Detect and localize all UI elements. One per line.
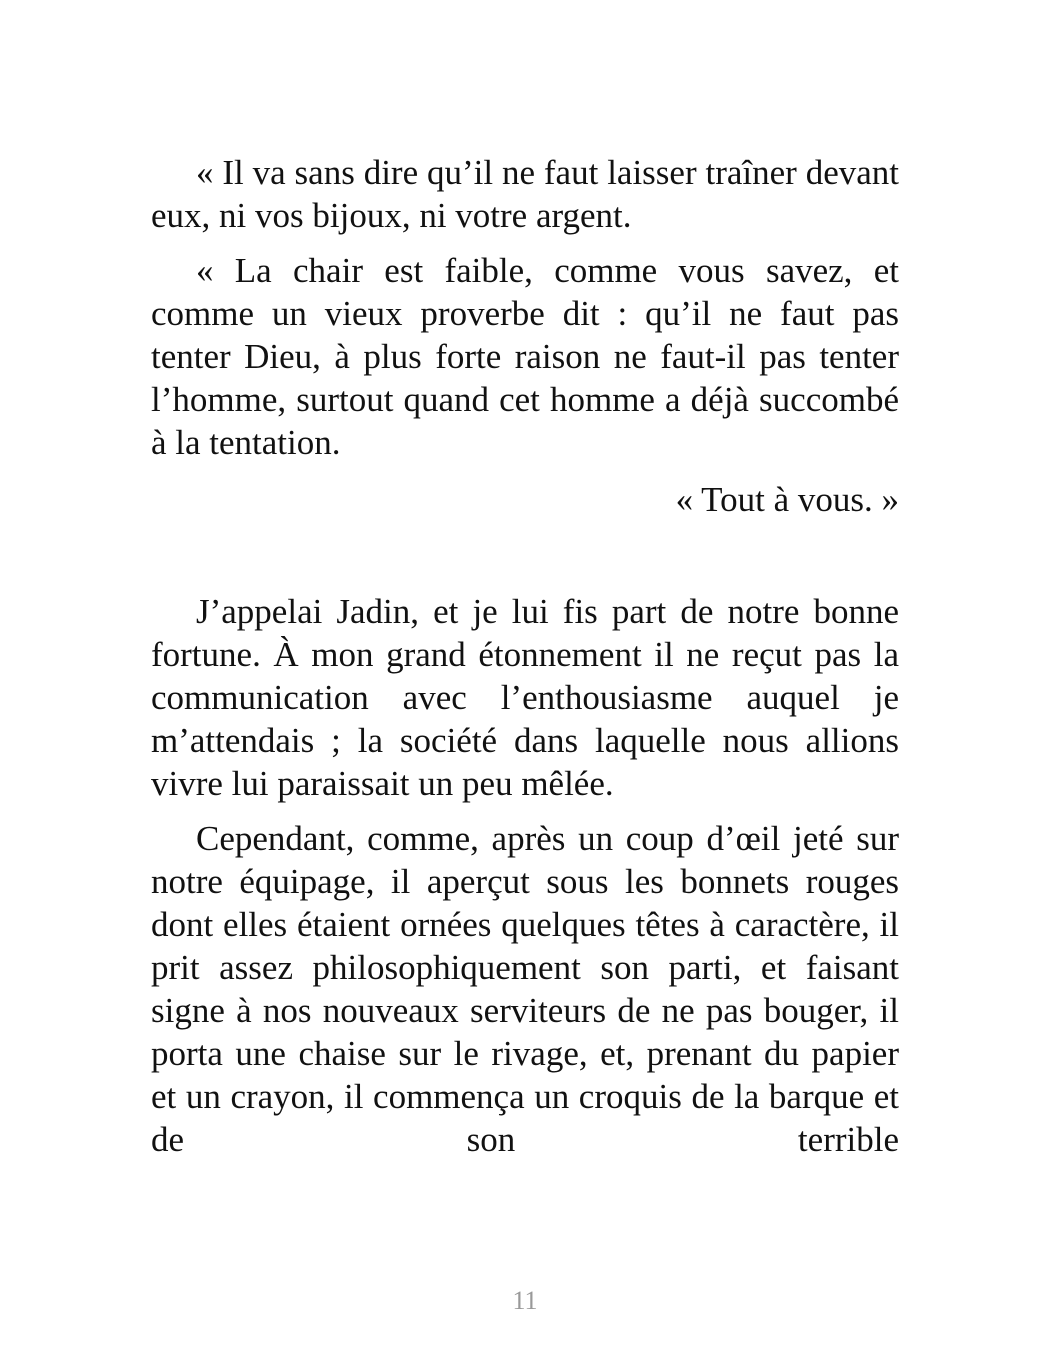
- letter-paragraph-1: « Il va sans dire qu’il ne faut laisser traîner devant eux, ni vos bijoux, ni votre argent.: [151, 153, 899, 235]
- narrative-paragraph-1: J’appelai Jadin, et je lui fis part de notre bonne fortune. À mon grand étonnement il ne reçut pas la communication avec l’enthousiasme auquel je m’attendais ; la société dans laquelle nous allions vivre lui paraissait un peu mêlée.: [151, 592, 899, 803]
- page-body: [151, 151, 899, 1173]
- narrative-paragraph-2: Cependant, comme, après un coup d’œil jeté sur notre équipage, il aperçut sous les bonnets rouges dont elles étaient ornées quelques têtes à caractère, il prit assez philosophiquement son parti, et faisant signe à nos nouveaux serviteurs de ne pas bouger, il porta une chaise sur le rivage, et, prenant du papier et un crayon, il commença un croquis de la barque et de son terrible: [151, 819, 899, 1159]
- letter-signoff: « Tout à vous. »: [675, 480, 899, 519]
- section-break: [151, 521, 899, 590]
- page-number: 11: [512, 1286, 538, 1315]
- letter-paragraph-2: « La chair est faible, comme vous savez, et comme un vieux proverbe dit : qu’il ne faut pas tenter Dieu, à plus forte raison ne faut-il pas tenter l’homme, surtout quand cet homme a déjà succombé à la tentation.: [151, 251, 899, 462]
